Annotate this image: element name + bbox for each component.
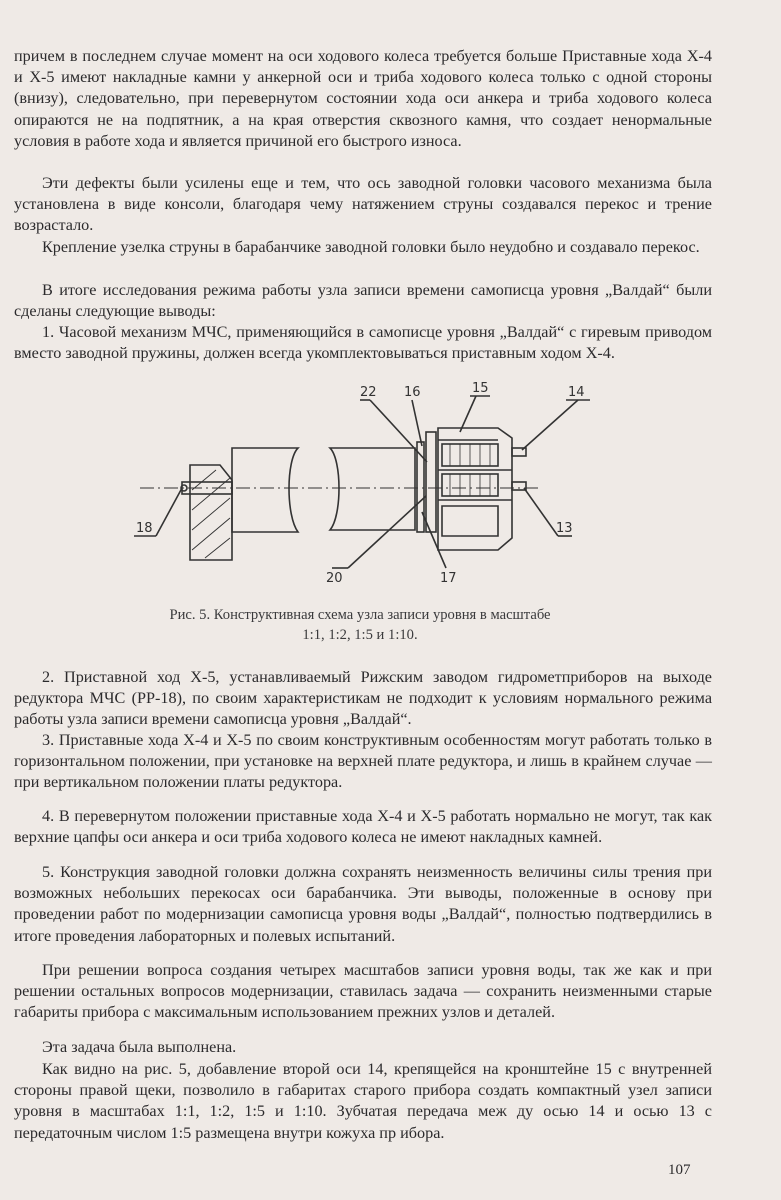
- left-bracket-outline: [190, 465, 232, 560]
- label-14: 14: [568, 385, 585, 400]
- label-16: 16: [404, 385, 421, 400]
- drawing-svg: [120, 370, 680, 602]
- leader-20: [348, 496, 426, 568]
- paragraph-conclusion-2: 2. Приставной ход Х-5, устанавливаемый Рижским заводом гидрометприборов на выходе редуктора МЧС (РР-18), по своим характеристикам не подходит к условиям нормального режима работы узла записи времени самописца уровня „Валдай“.: [14, 668, 712, 729]
- figure-caption-line-1: Рис. 5. Конструктивная схема узла записи уровня в масштабе: [169, 607, 551, 623]
- paragraph-continuation: причем в последнем случае момент на оси ходового колеса требуется больше Приставные хода Х-4 и Х-5 имеют накладные камни у анкерной оси и триба ходового колеса только с одной стороны (внизу), следовательно, при перевернутом состоянии хода оси анкера и триба ходового колеса опираются не на подпятник, а на края отверстия сквозного камня, что создает ненормальные условия в работе хода и является причиной его быстрого износа.: [14, 47, 712, 150]
- paragraph-conclusion-4: 4. В перевернутом положении приставные хода Х-4 и Х-5 работать нормально не могут, так как верхние цапфы оси анкера и оси триба ходового колеса не имеют накладных камней.: [14, 807, 712, 847]
- leader-16: [412, 400, 422, 446]
- housing-15: [438, 428, 512, 550]
- page-number: 107: [668, 1162, 691, 1178]
- leader-14: [522, 400, 578, 450]
- gear-disc-22: [426, 432, 436, 532]
- paragraph-conclusion-1: 1. Часовой механизм МЧС, применяющийся в самописце уровня „Валдай“ с гиревым приводом вместо заводной пружины, должен всегда укомплектовываться приставным ходом Х-4.: [14, 323, 712, 363]
- left-bracket-hatch: [192, 470, 230, 558]
- label-18: 18: [136, 521, 153, 536]
- leader-18: [156, 488, 182, 536]
- paragraph-task-done: Эта задача была выполнена.: [42, 1038, 237, 1056]
- paragraph-conclusion-3: 3. Приставные хода Х-4 и Х-5 по своим конструктивным особенностям могут работать только в горизонтальном положении, при установке на верхней плате редуктора, и лишь в крайнем случае — при вертикальном положении платы редуктора.: [14, 731, 712, 792]
- drum-left: [232, 448, 298, 532]
- label-13: 13: [556, 521, 573, 536]
- leader-13: [524, 488, 558, 536]
- paragraph-figure-explanation: Как видно на рис. 5, добавление второй оси 14, крепящейся на кронштейне 15 с внутренней стороны правой щеки, позволило в габаритах старого прибора создать компактный узел записи уровня в масштабах 1:1, 1:2, 1:5 и 1:10. Зубчатая передача меж ду осью 14 и осью 13 с передаточным числом 1:5 размещена внутри кожуха пр ибора.: [14, 1060, 712, 1142]
- paragraph-conclusions-intro: В итоге исследования режима работы узла записи времени самописца уровня „Валдай“ были сделаны следующие выводы:: [14, 281, 712, 321]
- technical-drawing: [120, 370, 680, 602]
- leader-15: [460, 396, 476, 432]
- paragraph-task: При решении вопроса создания четырех масштабов записи уровня воды, так же как и при решении остальных вопросов модернизации, ставилась задача — сохранить неизменными старые габариты прибора с максимальным использованием прежних узлов и деталей.: [14, 961, 712, 1022]
- paragraph-defects: Эти дефекты были усилены еще и тем, что ось заводной головки часового механизма была установлена в виде консоли, благодаря чему натяжением струны создавался перекос и трение возрастало.: [14, 174, 712, 235]
- paragraph-string-knot: Крепление узелка струны в барабанчике заводной головки было неудобно и создавало перекос.: [42, 238, 700, 256]
- paragraph-conclusion-5: 5. Конструкция заводной головки должна сохранять неизменность величины силы трения при возможных небольших перекосах оси барабанчика. Эти выводы, положенные в основу при проведении работ по модернизации самописца уровня воды „Валдай“, полностью подтвердились в итоге проведения лабораторных и полевых испытаний.: [14, 863, 712, 945]
- label-15: 15: [472, 381, 489, 396]
- figure-caption-line-2: 1:1, 1:2, 1:5 и 1:10.: [302, 627, 418, 643]
- label-20: 20: [326, 571, 343, 586]
- label-17: 17: [440, 571, 457, 586]
- lower-housing: [442, 506, 498, 536]
- label-22: 22: [360, 385, 377, 400]
